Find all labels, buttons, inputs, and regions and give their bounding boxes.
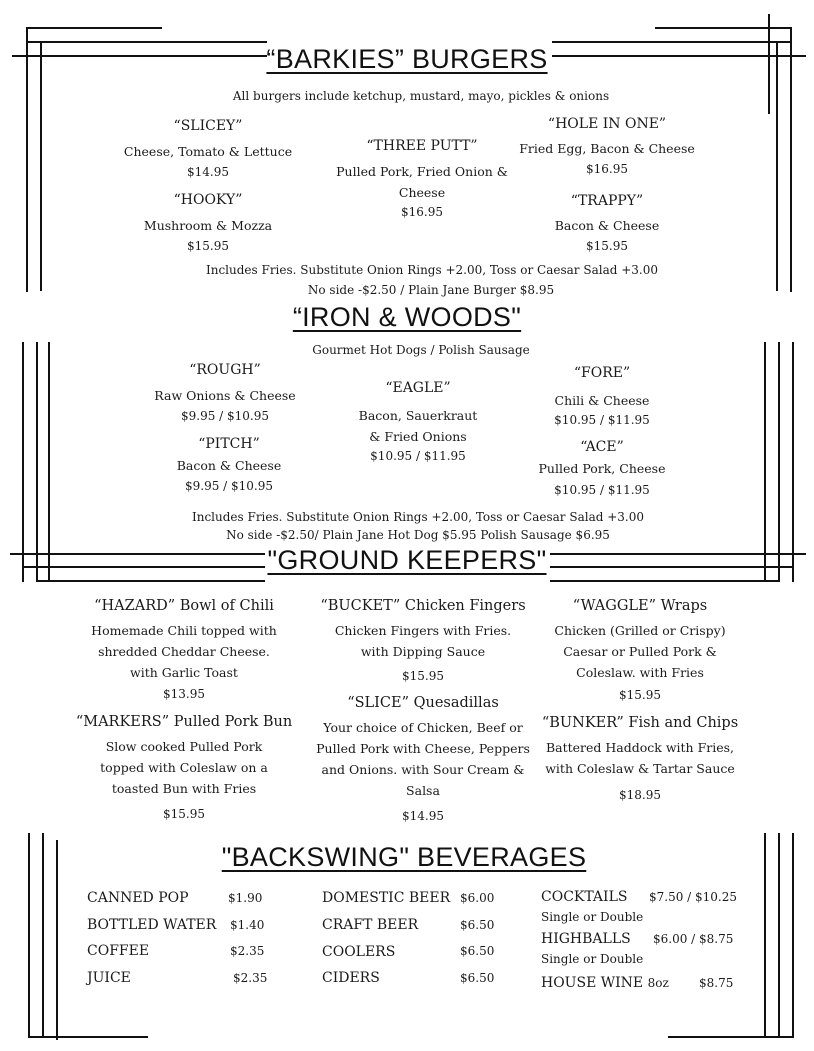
burgers-footer-1: Includes Fries. Substitute Onion Rings +2.00, Toss or Caesar Salad +3.00: [205, 263, 658, 277]
bev-coffee-price: $2.35: [230, 944, 265, 958]
item-price: $14.95: [187, 165, 229, 179]
keeper-hazard: [64, 598, 304, 705]
item-desc: Raw Onions & Cheese: [154, 388, 296, 403]
bev-craft-beer-price: $6.50: [460, 918, 495, 932]
bev-cocktails-price: $7.50 / $10.25: [649, 890, 738, 904]
item-price: $13.95: [163, 687, 205, 701]
item-desc: Bacon, Sauerkraut: [358, 408, 478, 423]
item-name: “EAGLE”: [385, 380, 451, 396]
bev-name: COOLERS: [322, 944, 396, 960]
keeper-waggle: [520, 598, 760, 707]
item-desc: with Dipping Sauce: [360, 644, 486, 659]
item-desc: Homemade Chili topped with: [91, 623, 277, 638]
burger-hooky: [108, 192, 308, 257]
item-price: $16.95: [586, 162, 628, 176]
item-desc: Battered Haddock with Fries,: [545, 740, 735, 755]
bev-canned-pop: [87, 890, 189, 906]
item-name: “BUNKER” Fish and Chips: [541, 715, 739, 731]
item-desc: topped with Coleslaw on a: [100, 760, 268, 775]
bev-bottled-water-price: $1.40: [230, 918, 265, 932]
bev-coffee: [87, 943, 149, 959]
item-price: $10.95 / $11.95: [370, 449, 466, 463]
bev-coolers: [322, 944, 395, 960]
item-desc: toasted Bun with Fries: [111, 781, 257, 796]
item-desc: Mushroom & Mozza: [143, 218, 273, 233]
item-desc: Bacon & Cheese: [554, 218, 660, 233]
item-price: $10.95 / $11.95: [554, 413, 650, 427]
bev-juice-price: $2.35: [233, 971, 268, 985]
item-price: $16.95: [401, 205, 443, 219]
item-desc: Pulled Pork, Fried Onion &: [336, 164, 508, 179]
hotdog-fore: [502, 365, 702, 430]
hotdogs-footer-1: Includes Fries. Substitute Onion Rings +2.00, Toss or Caesar Salad +3.00: [191, 510, 644, 524]
item-desc: Chili & Cheese: [554, 393, 650, 408]
bev-highballs-size: Single or Double: [541, 952, 644, 966]
bev-bottled-water: [87, 917, 216, 933]
keeper-bucket: [298, 598, 548, 690]
item-name: “ACE”: [580, 439, 624, 455]
item-desc: shredded Cheddar Cheese.: [98, 644, 270, 659]
bev-ciders: [322, 970, 380, 986]
bev-name: JUICE: [87, 970, 131, 986]
item-price: $15.95: [619, 688, 661, 702]
item-desc: & Fried Onions: [369, 429, 467, 444]
bev-house-wine: [541, 975, 669, 991]
item-desc: Slow cooked Pulled Pork: [105, 739, 263, 754]
bev-craft-beer: [322, 917, 418, 933]
item-desc: Cheese, Tomato & Lettuce: [123, 144, 293, 159]
burger-slicey: [108, 118, 308, 183]
bev-domestic-beer: [322, 890, 450, 906]
item-price: $15.95: [163, 807, 205, 821]
item-desc: Pulled Pork, Cheese: [538, 461, 666, 476]
bev-name: CIDERS: [322, 970, 380, 986]
item-name: “SLICE” Quesadillas: [347, 695, 499, 711]
item-desc: Chicken (Grilled or Crispy): [554, 623, 726, 638]
burgers-title: “BARKIES” BURGERS: [266, 44, 548, 74]
bev-highballs-price: $6.00 / $8.75: [653, 932, 734, 946]
item-desc: with Coleslaw & Tartar Sauce: [545, 761, 735, 776]
burger-hole-in-one: [507, 116, 707, 180]
bev-name: HOUSE WINE: [541, 975, 644, 991]
item-desc: Cheese: [398, 185, 446, 200]
item-name: “SLICEY”: [173, 118, 243, 134]
item-desc: and Onions. with Sour Cream &: [321, 762, 525, 777]
item-desc: Coleslaw. with Fries: [576, 665, 704, 680]
item-name: “ROUGH”: [189, 362, 261, 378]
item-name: “PITCH”: [198, 436, 260, 452]
item-name: “HOOKY”: [173, 192, 243, 208]
bev-cocktails-size: Single or Double: [541, 910, 644, 924]
burger-trappy: [507, 193, 707, 257]
item-price: $15.95: [187, 239, 229, 253]
item-name: “HOLE IN ONE”: [547, 116, 667, 132]
bev-house-wine-price: $8.75: [699, 976, 734, 990]
bev-name: COFFEE: [87, 943, 150, 959]
item-desc: Bacon & Cheese: [176, 458, 282, 473]
item-price: $15.95: [402, 669, 444, 683]
item-name: “WAGGLE” Wraps: [572, 598, 708, 614]
item-desc: Fried Egg, Bacon & Cheese: [519, 141, 695, 156]
beverages-title: "BACKSWING" BEVERAGES: [221, 842, 587, 872]
burgers-footer-2: No side -$2.50 / Plain Jane Burger $8.95: [307, 283, 555, 297]
item-price: $15.95: [586, 239, 628, 253]
bev-canned-pop-price: $1.90: [228, 891, 263, 905]
item-price: $9.95 / $10.95: [180, 409, 269, 423]
keepers-title: "GROUND KEEPERS": [267, 545, 547, 575]
item-desc: with Garlic Toast: [130, 665, 238, 680]
item-name: “HAZARD” Bowl of Chili: [94, 598, 274, 614]
item-name: “FORE”: [573, 365, 631, 381]
bev-domestic-beer-price: $6.00: [460, 891, 495, 905]
bev-cocktails: COCKTAILS: [541, 889, 628, 905]
item-name: “TRAPPY”: [570, 193, 644, 209]
bev-juice: [87, 970, 131, 986]
hotdog-ace: [502, 439, 702, 502]
item-name: “THREE PUTT”: [366, 138, 478, 154]
bev-ciders-price: $6.50: [460, 971, 495, 985]
item-desc: Pulled Pork with Cheese, Peppers: [316, 741, 530, 756]
item-desc: Your choice of Chicken, Beef or: [323, 720, 523, 735]
bev-name: BOTTLED WATER: [87, 917, 217, 933]
item-price: $18.95: [619, 788, 661, 802]
bev-name: CRAFT BEER: [322, 917, 419, 933]
keeper-bunker: [520, 715, 760, 811]
item-desc: Chicken Fingers with Fries.: [334, 623, 512, 638]
keeper-markers: [64, 714, 304, 829]
hotdog-pitch: [129, 436, 329, 497]
item-desc: Salsa: [406, 783, 440, 798]
hotdog-rough: [125, 362, 325, 427]
bev-name: DOMESTIC BEER: [322, 890, 451, 906]
item-price: $9.95 / $10.95: [184, 479, 273, 493]
hotdogs-title: “IRON & WOODS": [292, 302, 522, 332]
burgers-intro: All burgers include ketchup, mustard, mayo, pickles & onions: [232, 89, 610, 103]
item-name: “BUCKET” Chicken Fingers: [320, 598, 526, 614]
item-price: $10.95 / $11.95: [554, 483, 650, 497]
bev-coolers-price: $6.50: [460, 944, 495, 958]
hotdog-eagle: [318, 380, 518, 466]
hotdogs-footer-2: No side -$2.50/ Plain Jane Hot Dog $5.95 Polish Sausage $6.95: [226, 528, 610, 542]
item-desc: Caesar or Pulled Pork &: [563, 644, 717, 659]
hotdogs-intro: Gourmet Hot Dogs / Polish Sausage: [312, 343, 530, 357]
bev-highballs: HIGHBALLS: [541, 931, 631, 947]
item-name: “MARKERS” Pulled Pork Bun: [75, 714, 293, 730]
bev-name: CANNED POP: [87, 890, 189, 906]
item-price: $14.95: [402, 809, 444, 823]
keeper-slice: [298, 695, 548, 831]
burger-three-putt: [312, 138, 532, 222]
bev-size: 8oz: [647, 976, 669, 990]
